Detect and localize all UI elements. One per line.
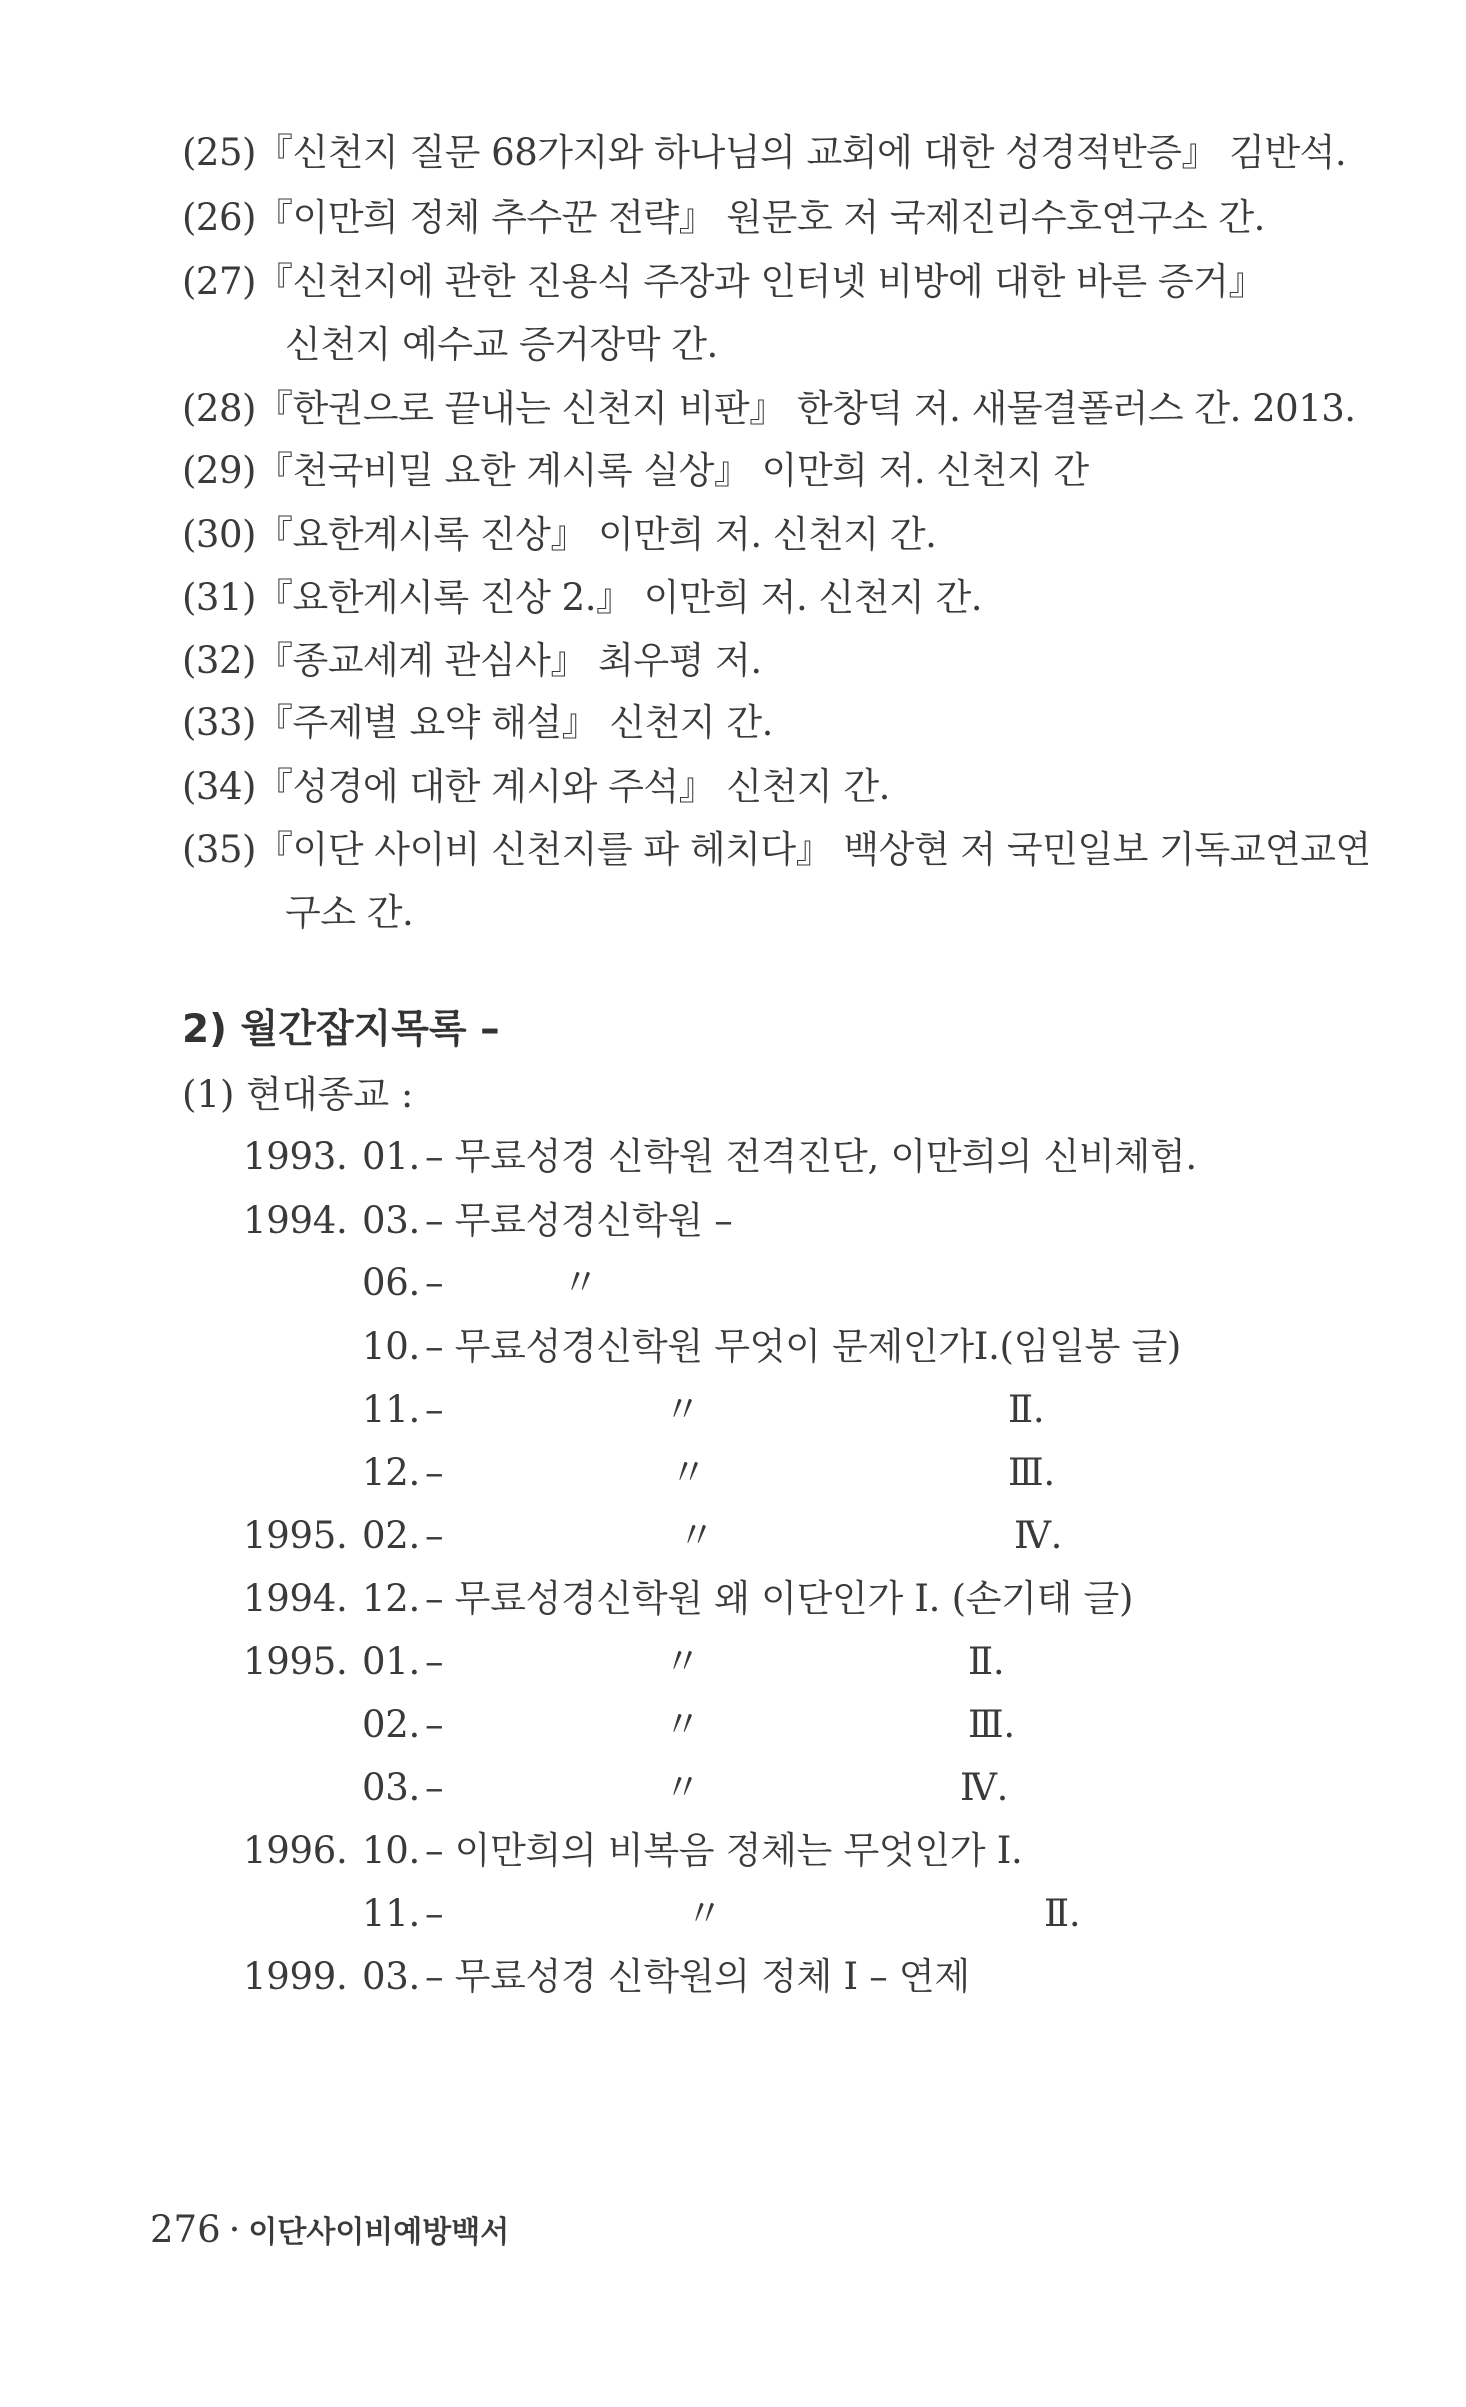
entry-text: – — [425, 1388, 444, 1431]
reference-text: 『한권으로 끝내는 신천지 비판』 한창덕 저. 새물결폴러스 간. 2013. — [255, 387, 1356, 430]
reference-text: 『주제별 요약 해설』 신천지 간. — [255, 701, 773, 744]
ditto-mark: 〃 — [670, 1451, 707, 1494]
entry-text: – 무료성경 신학원의 정체 Ⅰ – 연제 — [425, 1955, 970, 1998]
entry-text: – 무료성경 신학원 전격진단, 이만희의 신비체험. — [425, 1135, 1197, 1178]
reference-number: (32) — [182, 639, 256, 682]
reference-item — [182, 573, 982, 623]
entry-month: 02. — [362, 1514, 420, 1557]
volume-numeral: Ⅱ. — [1008, 1388, 1045, 1431]
entry-text: – 이만희의 비복음 정체는 무엇인가 Ⅰ. — [425, 1829, 1023, 1872]
reference-number: (34) — [182, 765, 256, 808]
volume-numeral: Ⅲ. — [1008, 1451, 1055, 1494]
reference-number: (30) — [182, 513, 256, 556]
reference-item — [182, 636, 762, 686]
reference-text: 『이만희 정체 추수꾼 전략』 원문호 저 국제진리수호연구소 간. — [255, 196, 1265, 239]
ditto-mark: 〃 — [562, 1261, 599, 1304]
volume-numeral: Ⅱ. — [1044, 1892, 1081, 1935]
entry-month: 02. — [362, 1703, 420, 1746]
reference-item — [182, 698, 773, 748]
reference-continuation: 신천지 예수교 증거장막 간. — [285, 323, 718, 366]
reference-text: 『성경에 대한 계시와 주석』 신천지 간. — [255, 765, 890, 808]
entry-month: 03. — [362, 1766, 420, 1809]
entry-text: – — [425, 1703, 444, 1746]
entry-text: – — [425, 1514, 444, 1557]
entry-year: 1995. — [243, 1514, 348, 1557]
ditto-mark: 〃 — [664, 1640, 701, 1683]
volume-numeral: Ⅲ. — [968, 1703, 1015, 1746]
reference-number: (35) — [182, 828, 256, 871]
reference-number: (28) — [182, 387, 256, 430]
volume-numeral: Ⅱ. — [968, 1640, 1005, 1683]
entry-year: 1994. — [243, 1577, 348, 1620]
ditto-mark: 〃 — [664, 1703, 701, 1746]
section-subheading: (1) 현대종교 : — [182, 1073, 414, 1116]
entry-month: 11. — [362, 1388, 420, 1431]
entry-month: 03. — [362, 1199, 420, 1242]
reference-number: (26) — [182, 196, 256, 239]
volume-numeral: Ⅳ. — [1014, 1514, 1063, 1557]
reference-text: 『천국비밀 요한 계시록 실상』 이만희 저. 신천지 간 — [255, 449, 1089, 492]
entry-month: 01. — [362, 1640, 420, 1683]
page-number: 276 — [150, 2208, 221, 2251]
entry-text: – — [425, 1892, 444, 1935]
entry-text: – 무료성경신학원 왜 이단인가 Ⅰ. (손기태 글) — [425, 1577, 1134, 1620]
reference-text: 『요한게시록 진상 2.』 이만희 저. 신천지 간. — [255, 576, 982, 619]
reference-item — [182, 193, 1265, 243]
entry-month: 06. — [362, 1261, 420, 1304]
entry-text: – — [425, 1640, 444, 1683]
reference-number: (31) — [182, 576, 256, 619]
ditto-mark: 〃 — [664, 1388, 701, 1431]
entry-text: – — [425, 1766, 444, 1809]
entry-month: 01. — [362, 1135, 420, 1178]
entry-month: 03. — [362, 1955, 420, 1998]
entry-year: 1996. — [243, 1829, 348, 1872]
entry-year: 1999. — [243, 1955, 348, 1998]
entry-year: 1995. — [243, 1640, 348, 1683]
ditto-mark: 〃 — [664, 1766, 701, 1809]
reference-item — [182, 257, 1265, 307]
reference-item — [182, 384, 1356, 434]
reference-text: 『신천지 질문 68가지와 하나님의 교회에 대한 성경적반증』 김반석. — [255, 131, 1347, 174]
reference-number: (29) — [182, 449, 256, 492]
reference-text: 『요한계시록 진상』 이만희 저. 신천지 간. — [255, 513, 937, 556]
entry-text: – — [425, 1451, 444, 1494]
book-title: 이단사이비예방백서 — [248, 2215, 510, 2250]
entry-month: 12. — [362, 1451, 420, 1494]
reference-text: 『신천지에 관한 진용식 주장과 인터넷 비방에 대한 바른 증거』 — [255, 260, 1265, 303]
volume-numeral: Ⅳ. — [960, 1766, 1009, 1809]
entry-text: – — [425, 1261, 444, 1304]
entry-month: 12. — [362, 1577, 420, 1620]
ditto-mark: 〃 — [678, 1514, 715, 1557]
entry-month: 11. — [362, 1892, 420, 1935]
entry-text: – 무료성경신학원 무엇이 문제인가Ⅰ.(임일봉 글) — [425, 1325, 1182, 1368]
reference-item — [182, 446, 1089, 496]
reference-item — [182, 510, 936, 560]
reference-item — [182, 762, 890, 812]
reference-text: 『이단 사이비 신천지를 파 헤치다』 백상현 저 국민일보 기독교연교연 — [255, 828, 1371, 871]
reference-number: (33) — [182, 701, 256, 744]
entry-text: – 무료성경신학원 – — [425, 1199, 733, 1242]
ditto-mark: 〃 — [686, 1892, 723, 1935]
section-heading: 2) 월간잡지목록 – — [182, 1007, 500, 1052]
entry-month: 10. — [362, 1325, 420, 1368]
reference-number: (25) — [182, 131, 256, 174]
reference-item — [182, 825, 1371, 875]
page-footer — [150, 2205, 509, 2258]
reference-text: 『종교세계 관심사』 최우평 저. — [255, 639, 762, 682]
reference-item — [182, 128, 1346, 178]
entry-year: 1993. — [243, 1135, 348, 1178]
reference-number: (27) — [182, 260, 256, 303]
footer-separator: · — [228, 2208, 241, 2251]
reference-continuation: 구소 간. — [285, 891, 414, 934]
entry-year: 1994. — [243, 1199, 348, 1242]
entry-month: 10. — [362, 1829, 420, 1872]
